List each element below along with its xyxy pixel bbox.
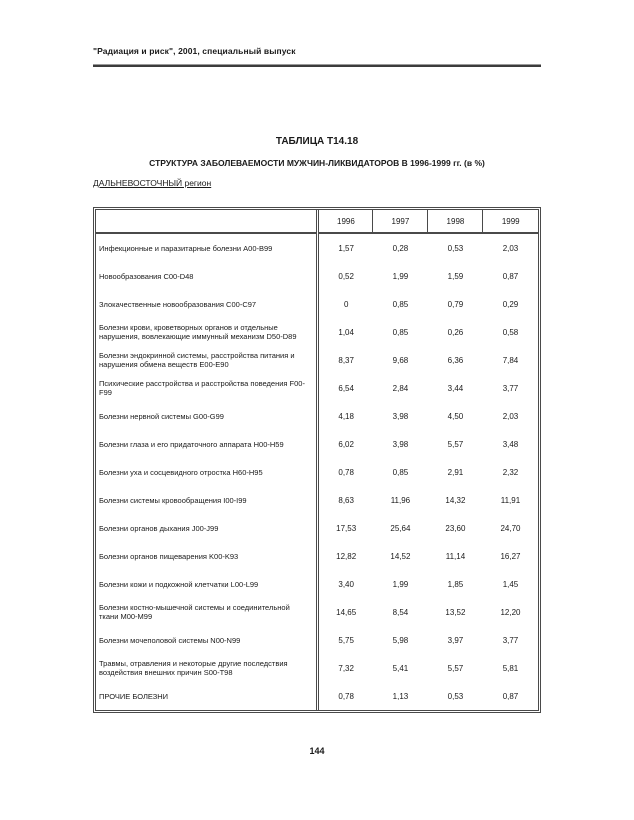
row-value: 5,75 [338, 635, 354, 645]
table-row [96, 233, 538, 262]
row-value: 4,18 [338, 411, 354, 421]
row-value: 0,29 [502, 299, 519, 309]
table-row [96, 458, 538, 486]
table-row [96, 346, 538, 374]
table-row [96, 626, 538, 654]
row-value: 14,32 [445, 495, 466, 505]
table-row [96, 374, 538, 402]
row-value: 0,78 [338, 691, 354, 701]
row-value: 3,98 [392, 411, 409, 421]
row-value: 6,36 [447, 355, 464, 365]
row-value: 11,96 [390, 495, 411, 505]
row-value: 5,41 [392, 663, 409, 673]
row-value: 0,58 [502, 327, 519, 337]
row-label: Инфекционные и паразитарные болезни A00-B99 [96, 233, 318, 262]
row-value: 4,50 [447, 411, 464, 421]
row-value: 0 [343, 299, 349, 309]
row-value: 3,48 [502, 439, 519, 449]
row-label: Болезни кожи и подкожной клетчатки L00-L99 [96, 570, 318, 598]
row-label: Болезни нервной системы G00-G99 [96, 402, 318, 430]
row-value: 2,03 [502, 411, 519, 421]
table-row [96, 290, 538, 318]
table-title-heading: СТРУКТУРА ЗАБОЛЕВАЕМОСТИ МУЖЧИН-ЛИКВИДАТОРОВ В 1996-1999 гг. (в %) [149, 158, 485, 168]
row-label: Злокачественные новообразования C00-C97 [96, 290, 318, 318]
header-cell-year: 1997 [373, 210, 428, 233]
table-header-row [96, 210, 538, 233]
row-value: 1,99 [392, 271, 409, 281]
header-cell-year: 1999 [483, 210, 538, 233]
row-value: 3,97 [447, 635, 464, 645]
row-value: 11,14 [445, 551, 466, 561]
row-value: 12,20 [500, 607, 521, 617]
table-row [96, 542, 538, 570]
row-value: 3,98 [392, 439, 409, 449]
row-value: 1,57 [338, 243, 354, 253]
row-label: Болезни системы кровообращения I00-I99 [96, 486, 318, 514]
row-value: 1,99 [392, 579, 409, 589]
row-value: 0,85 [392, 299, 409, 309]
row-value: 23,60 [445, 523, 466, 533]
table-row [96, 262, 538, 290]
table-row [96, 654, 538, 682]
table-row [96, 682, 538, 710]
header-cell-empty [96, 210, 318, 233]
table-row [96, 402, 538, 430]
table-row [96, 318, 538, 346]
row-value: 0,53 [447, 243, 464, 253]
table-row [96, 598, 538, 626]
row-label: Болезни крови, кроветворных органов и отдельные нарушения, вовлекающие иммунный механизм D50-D89 [96, 318, 318, 346]
row-value: 0,53 [447, 691, 464, 701]
row-value: 6,02 [338, 439, 354, 449]
row-value: 1,85 [447, 579, 464, 589]
table-body [96, 233, 538, 710]
row-value: 7,84 [502, 355, 519, 365]
table-row [96, 486, 538, 514]
row-value: 2,84 [392, 383, 409, 393]
row-value: 1,59 [447, 271, 464, 281]
journal-header: "Радиация и риск", 2001, специальный выпуск [93, 46, 296, 56]
header-rule [93, 64, 541, 67]
row-value: 2,03 [502, 243, 519, 253]
row-value: 3,40 [338, 579, 354, 589]
row-value: 0,87 [502, 271, 519, 281]
row-value: 8,54 [392, 607, 409, 617]
row-value: 17,53 [336, 523, 357, 533]
row-value: 0,87 [502, 691, 519, 701]
row-label: Болезни эндокринной системы, расстройства питания и нарушения обмена веществ E00-E90 [96, 346, 318, 374]
row-value: 1,45 [502, 579, 519, 589]
row-value: 3,77 [502, 635, 519, 645]
row-value: 5,57 [447, 439, 464, 449]
row-value: 9,68 [392, 355, 409, 365]
row-value: 0,26 [447, 327, 464, 337]
row-value: 13,52 [445, 607, 466, 617]
row-value: 1,04 [338, 327, 354, 337]
row-value: 3,77 [502, 383, 519, 393]
table-number-heading: ТАБЛИЦА Т14.18 [275, 136, 359, 147]
row-label: Болезни костно-мышечной системы и соединительной ткани M00-M99 [96, 598, 318, 626]
row-label: Болезни мочеполовой системы N00-N99 [96, 626, 318, 654]
row-value: 1,13 [392, 691, 409, 701]
region-heading: ДАЛЬНЕВОСТОЧНЫЙ регион [93, 178, 212, 188]
row-value: 6,54 [338, 383, 354, 393]
row-value: 2,32 [502, 467, 519, 477]
row-label: Болезни глаза и его придаточного аппарата H00-H59 [96, 430, 318, 458]
row-value: 0,78 [338, 467, 354, 477]
header-cell-year: 1998 [428, 210, 483, 233]
page-number: 144 [309, 746, 325, 756]
row-label: ПРОЧИЕ БОЛЕЗНИ [96, 682, 318, 710]
row-value: 7,32 [338, 663, 354, 673]
row-value: 5,81 [502, 663, 519, 673]
row-value: 3,44 [447, 383, 464, 393]
row-value: 0,85 [392, 327, 409, 337]
row-label: Болезни органов дыхания J00-J99 [96, 514, 318, 542]
row-value: 14,65 [336, 607, 357, 617]
row-value: 8,63 [338, 495, 354, 505]
header-cell-year: 1996 [318, 210, 373, 233]
row-value: 12,82 [336, 551, 357, 561]
morbidity-table-grid [96, 210, 538, 710]
table-row [96, 570, 538, 598]
row-value: 5,57 [447, 663, 464, 673]
row-value: 11,91 [500, 495, 521, 505]
row-label: Болезни органов пищеварения K00-K93 [96, 542, 318, 570]
table-row [96, 430, 538, 458]
table-row [96, 514, 538, 542]
row-label: Болезни уха и сосцевидного отростка H60-H95 [96, 458, 318, 486]
row-value: 5,98 [392, 635, 409, 645]
morbidity-table [93, 207, 541, 713]
row-label: Психические расстройства и расстройства поведения F00-F99 [96, 374, 318, 402]
row-value: 0,85 [392, 467, 409, 477]
row-label: Новообразования C00-D48 [96, 262, 318, 290]
row-value: 0,52 [338, 271, 354, 281]
row-value: 25,64 [390, 523, 411, 533]
row-value: 0,79 [447, 299, 464, 309]
row-value: 8,37 [338, 355, 354, 365]
row-value: 2,91 [447, 467, 464, 477]
row-value: 24,70 [500, 523, 521, 533]
row-value: 14,52 [390, 551, 411, 561]
row-value: 16,27 [500, 551, 521, 561]
row-label: Травмы, отравления и некоторые другие последствия воздействия внешних причин S00-T98 [96, 654, 318, 682]
row-value: 0,28 [392, 243, 409, 253]
